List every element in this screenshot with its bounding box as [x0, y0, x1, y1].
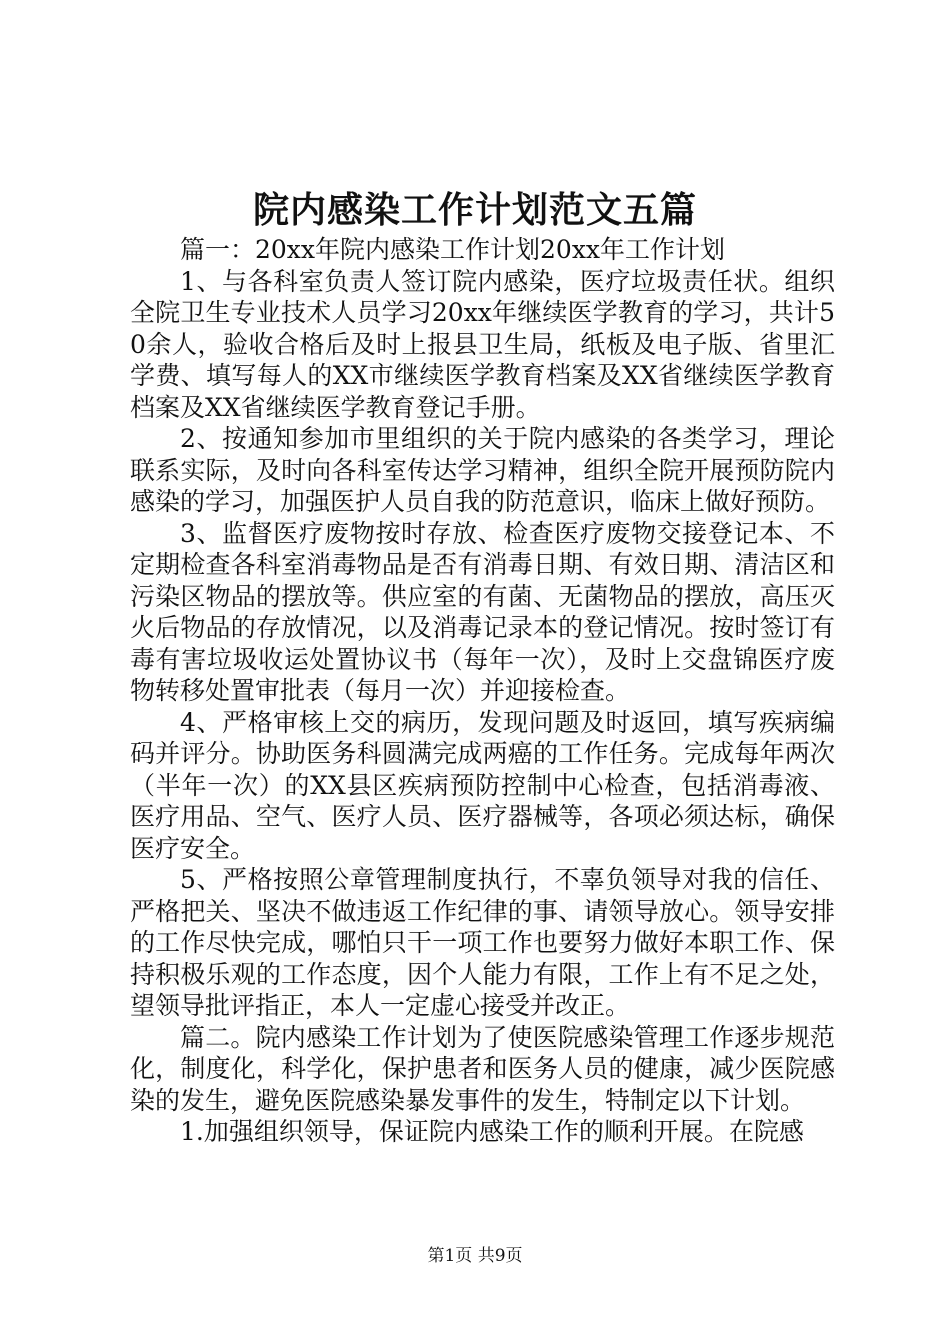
- section-heading-1: 篇一：20xx年院内感染工作计划20xx年工作计划: [180, 235, 726, 264]
- body-paragraph: 5、严格按照公章管理制度执行，不辜负领导对我的信任、严格把关、坚决不做违返工作纪律的事、请领导放心。领导安排的工作尽快完成，哪怕只干一项工作也要努力做好本职工作、保持积极乐观的工作态度，因个人能力有限，工作上有不足之处，望领导批评指正，本人一定虚心接受并改正。: [130, 865, 835, 1020]
- body-paragraph: 3、监督医疗废物按时存放、检查医疗废物交接登记本、不定期检查各科室消毒物品是否有消毒日期、有效日期、清洁区和污染区物品的摆放等。供应室的有菌、无菌物品的摆放，高压灭火后物品的存放情况，以及消毒记录本的登记情况。按时签订有毒有害垃圾收运处置协议书（每年一次），及时上交盘锦医疗废物转移处置审批表（每月一次）并迎接检查。: [130, 518, 835, 705]
- document-body: [130, 234, 835, 1148]
- body-paragraph: 1.加强组织领导，保证院内感染工作的顺利开展。在院感: [180, 1117, 804, 1146]
- page-number-footer: 第1页 共9页: [427, 1246, 523, 1266]
- section-heading-2: 篇二。院内感染工作计划为了使医院感染管理工作逐步规范化，制度化，科学化，保护患者和医务人员的健康，减少医院感染的发生，避免医院感染暴发事件的发生，特制定以下计划。: [130, 1022, 835, 1115]
- document-title: 院内感染工作计划范文五篇: [252, 189, 697, 231]
- body-paragraph: 2、按通知参加市里组织的关于院内感染的各类学习，理论联系实际，及时向各科室传达学习精神，组织全院开展预防院内感染的学习，加强医护人员自我的防范意识，临床上做好预防。: [130, 424, 835, 516]
- body-paragraph: 1、与各科室负责人签订院内感染，医疗垃圾责任状。组织全院卫生专业技术人员学习20xx年继续医学教育的学习，共计50余人，验收合格后及时上报县卫生局，纸板及电子版、省里汇学费、填写每人的XX市继续医学教育档案及XX省继续医学教育档案及XX省继续医学教育登记手册。: [130, 266, 835, 422]
- body-paragraph: 4、严格审核上交的病历，发现问题及时返回，填写疾病编码并评分。协助医务科圆满完成两癌的工作任务。完成每年两次（半年一次）的XX县区疾病预防控制中心检查，包括消毒液、医疗用品、空气、医疗人员、医疗器械等，各项必须达标，确保医疗安全。: [130, 707, 835, 863]
